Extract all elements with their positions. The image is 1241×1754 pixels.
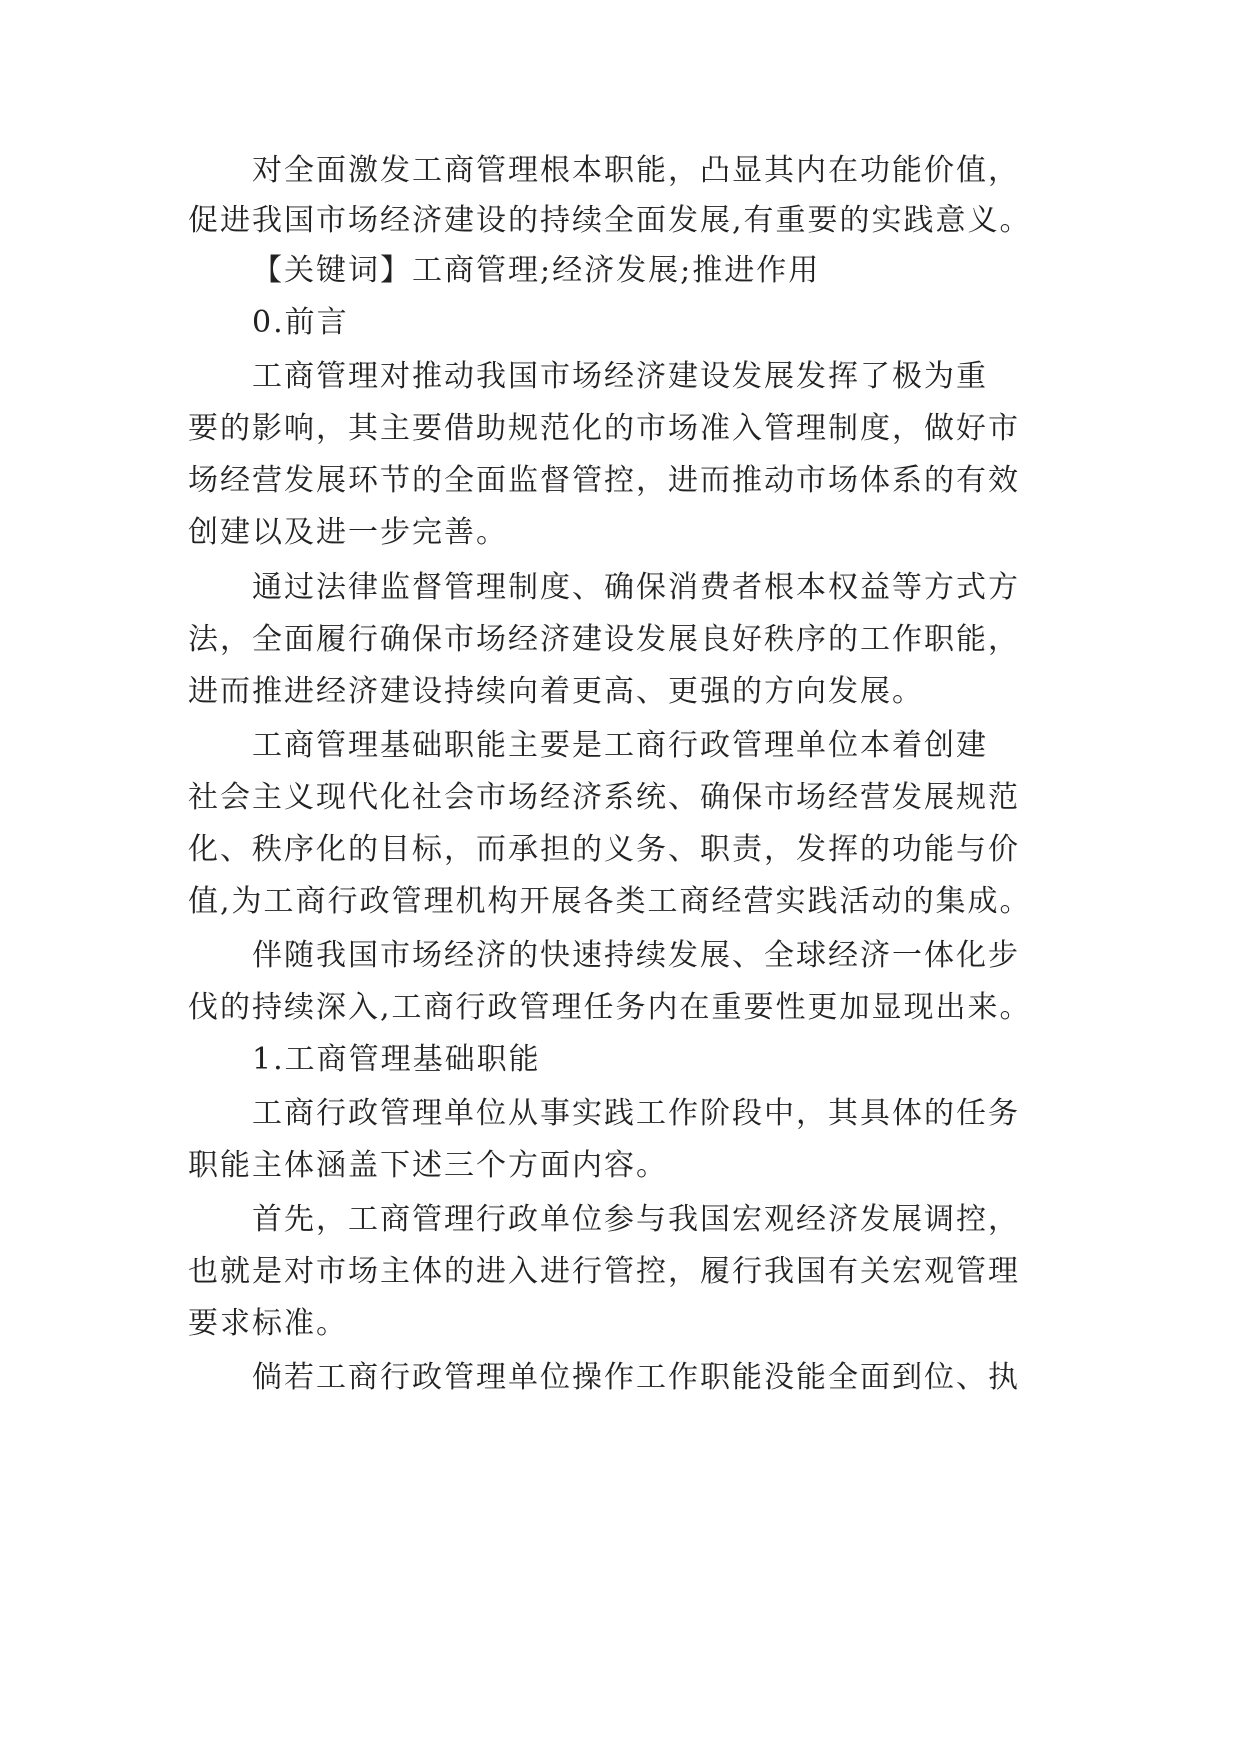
keywords-line: 【关键词】工商管理;经济发展;推进作用 xyxy=(252,253,821,288)
text-line: 进而推进经济建设持续向着更高、更强的方向发展。 xyxy=(188,674,924,709)
section-heading: 0.前言 xyxy=(252,305,349,340)
text-line: 倘若工商行政管理单位操作工作职能没能全面到位、执 xyxy=(252,1360,1020,1395)
text-line: 工商管理对推动我国市场经济建设发展发挥了极为重 xyxy=(252,359,988,394)
text-line: 对全面激发工商管理根本职能，凸显其内在功能价值， xyxy=(252,153,1020,188)
text-line: 要求标准。 xyxy=(188,1306,348,1341)
text-line: 职能主体涵盖下述三个方面内容。 xyxy=(188,1148,668,1183)
text-line: 首先，工商管理行政单位参与我国宏观经济发展调控， xyxy=(252,1202,1020,1237)
text-line: 社会主义现代化社会市场经济系统、确保市场经营发展规范 xyxy=(188,780,1020,815)
text-line: 通过法律监督管理制度、确保消费者根本权益等方式方 xyxy=(252,570,1020,605)
text-line: 法，全面履行确保市场经济建设发展良好秩序的工作职能， xyxy=(188,622,1020,657)
text-line: 伐的持续深入,工商行政管理任务内在重要性更加显现出来。 xyxy=(188,990,1032,1025)
text-line: 创建以及进一步完善。 xyxy=(188,515,508,550)
text-line: 要的影响，其主要借助规范化的市场准入管理制度，做好市 xyxy=(188,411,1020,446)
text-line: 化、秩序化的目标，而承担的义务、职责，发挥的功能与价 xyxy=(188,832,1020,867)
text-line: 工商行政管理单位从事实践工作阶段中，其具体的任务 xyxy=(252,1096,1020,1131)
text-line: 也就是对市场主体的进入进行管控，履行我国有关宏观管理 xyxy=(188,1254,1020,1289)
text-line: 工商管理基础职能主要是工商行政管理单位本着创建 xyxy=(252,728,988,763)
text-line: 伴随我国市场经济的快速持续发展、全球经济一体化步 xyxy=(252,938,1020,973)
text-line: 值,为工商行政管理机构开展各类工商经营实践活动的集成。 xyxy=(188,884,1032,919)
text-line: 场经营发展环节的全面监督管控，进而推动市场体系的有效 xyxy=(188,463,1020,498)
text-line: 促进我国市场经济建设的持续全面发展,有重要的实践意义。 xyxy=(188,203,1032,238)
section-heading: 1.工商管理基础职能 xyxy=(252,1042,541,1077)
